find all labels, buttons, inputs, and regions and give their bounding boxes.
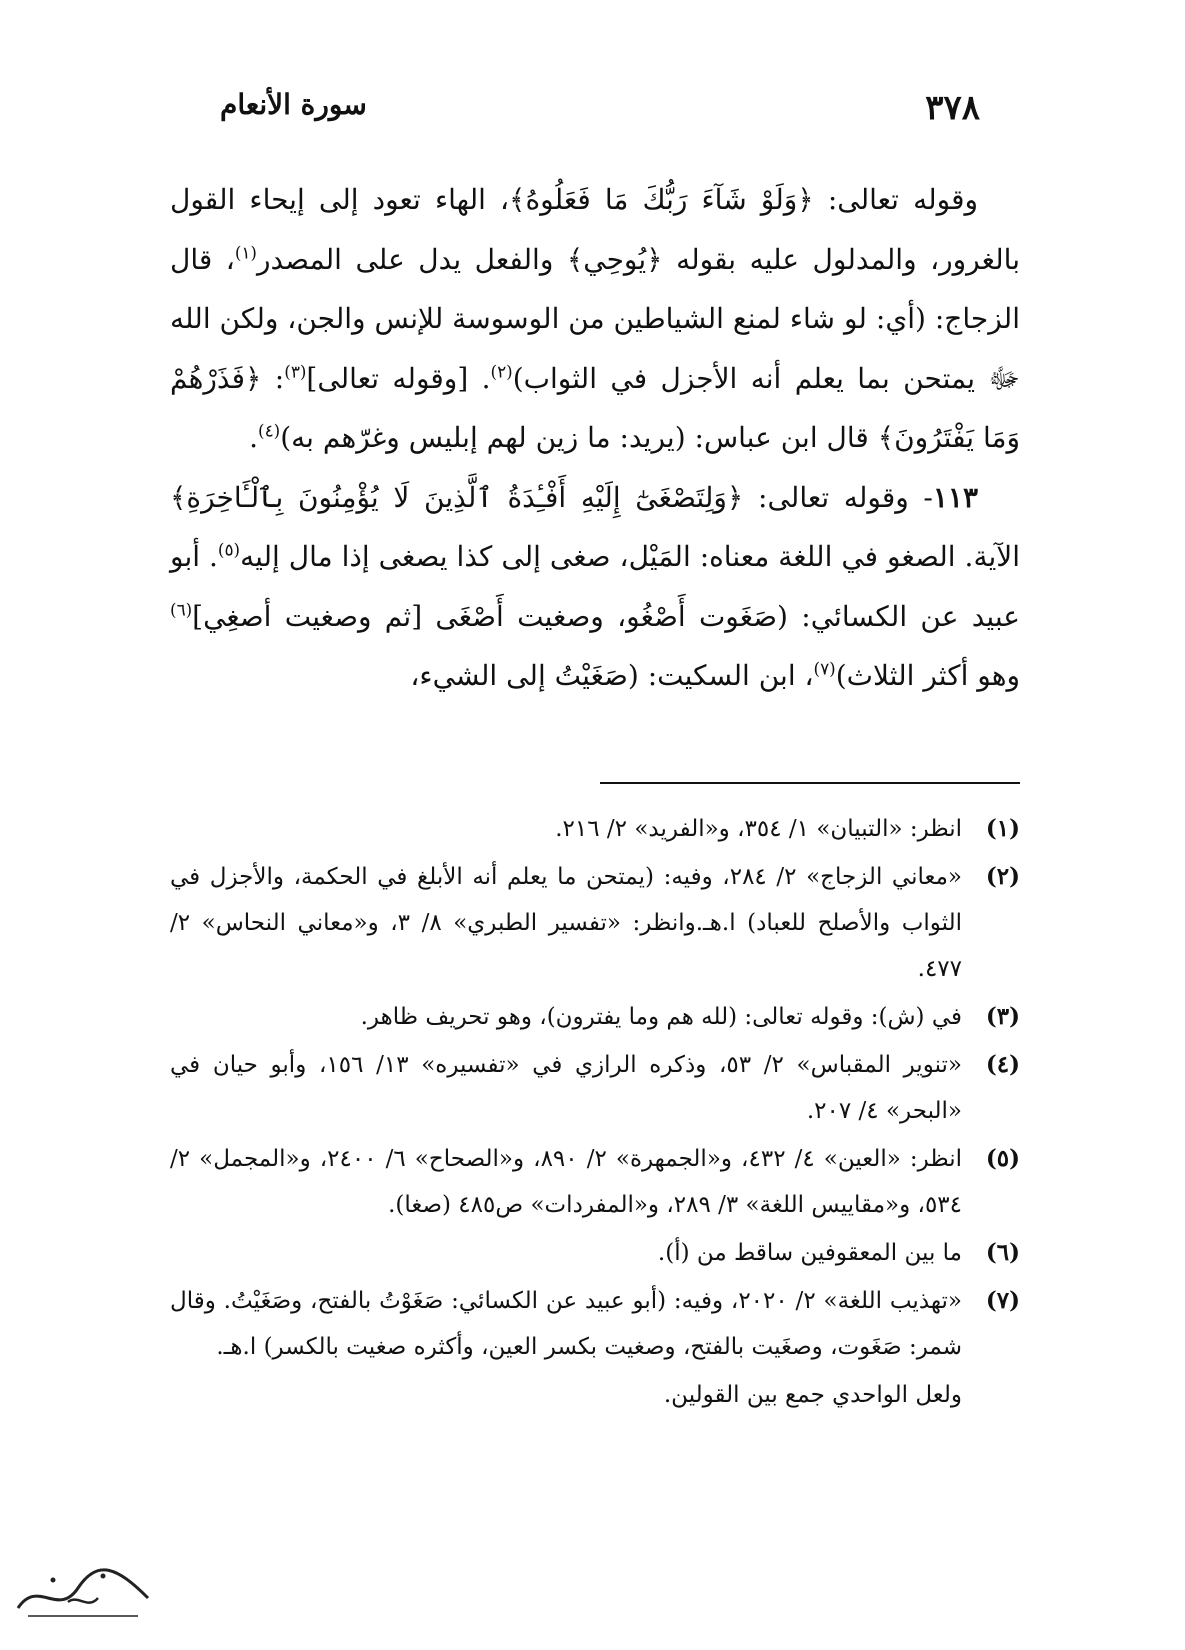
surah-title: سورة الأنعام bbox=[220, 88, 367, 121]
verse-number: ١١٣ bbox=[932, 480, 979, 514]
footnote-ref: (٥) bbox=[217, 539, 241, 560]
paragraph-2: ١١٣- وقوله تعالى: ﴿وَلِتَصْغَىٰٓ إِلَيْهِ أَفْـِٔدَةُ ٱلَّذِينَ لَا يُؤْمِنُونَ بِٱلْـَٔاخِرَةِ﴾ الآية. الصغو في اللغة معناه: المَيْل، صغى إلى كذا يصغى إذا مال إليه$^{(٥)}$. أبو عبيد عن الكسائي: (صَغَوت أَصْغُو، وصغيت أَصْغَى [ثم وصغيت أصغِي]$^{(٦)}$ وهو أكثر الثلاث)$^{(٧)}$، ابن السكيت: (صَغَيْتُ إلى الشيء، bbox=[170, 480, 1021, 692]
footnote-ref: (٤) bbox=[258, 420, 281, 441]
footnote-5 bbox=[170, 1136, 1020, 1228]
quran-quote: ﴿وَلَوْ شَآءَ رَبُّكَ مَا فَعَلُوهُ﴾ bbox=[509, 183, 814, 216]
footnote-1 bbox=[170, 806, 1020, 852]
footnote-number: (٦) bbox=[985, 1239, 1020, 1266]
quran-quote: ﴿يُوحِي﴾ bbox=[566, 242, 663, 276]
footnote-text: انظر: «العين» ٤/ ٤٣٢، و«الجمهرة» ٢/ ٨٩٠، و«الصحاح» ٦/ ٢٤٠٠، و«المجمل» ٢/ ٥٣٤، و«مقاييس اللغة» ٣/ ٢٨٩، و«المفردات» ص٤٨٥ (صغا). bbox=[170, 1146, 963, 1218]
footnote-number: (١) bbox=[985, 815, 1020, 842]
page-header bbox=[200, 82, 980, 142]
footnote-text: «معاني الزجاج» ٢/ ٢٨٤، وفيه: (يمتحن ما يعلم أنه الأبلغ في الحكمة، والأجزل في الثواب والأصلح للعباد) ا.هـ.وانظر: «تفسير الطبري» ٨/ ٣، و«معاني النحاس» ٢/ ٤٧٧. bbox=[170, 864, 963, 982]
footnote-6 bbox=[170, 1230, 1020, 1276]
footnote-number: (٧) bbox=[985, 1287, 1020, 1314]
footnote-number: (٣) bbox=[985, 1003, 1020, 1030]
footnote-text: انظر: «التبيان» ١/ ٣٥٤، و«الفريد» ٢/ ٢١٦. bbox=[555, 816, 962, 842]
main-text bbox=[170, 170, 1020, 706]
footnote-text: «تنوير المقباس» ٢/ ٥٣، وذكره الرازي في «تفسيره» ١٣/ ١٥٦، وأبو حيان في «البحر» ٤/ ٢٠٧. bbox=[170, 1052, 963, 1124]
footnote-3 bbox=[170, 994, 1020, 1040]
footnote-ref: (٧) bbox=[813, 658, 836, 679]
footnote-number: (٢) bbox=[985, 863, 1020, 890]
footnote-ref: (٦) bbox=[170, 599, 193, 620]
footnote-7 bbox=[170, 1278, 1020, 1370]
footnote-ref: (٢) bbox=[490, 361, 513, 382]
footnote-text: ما بين المعقوفين ساقط من (أ). bbox=[657, 1240, 962, 1266]
publisher-logo bbox=[8, 1558, 158, 1628]
footnote-continuation: ولعل الواحدي جمع بين القولين. bbox=[663, 1382, 962, 1408]
quran-quote: ﴿وَلِتَصْغَىٰٓ إِلَيْهِ أَفْـِٔدَةُ ٱلَّذِينَ لَا يُؤْمِنُونَ بِٱلْـَٔاخِرَةِ﴾ bbox=[170, 480, 744, 514]
footnote-number: (٤) bbox=[985, 1051, 1020, 1078]
quran-quote: ﴿فَذَرْهُمْ وَمَا يَفْتَرُونَ﴾ bbox=[170, 361, 1020, 454]
footnote-4 bbox=[170, 1042, 1020, 1134]
paragraph-1: وقوله تعالى: ﴿وَلَوْ شَآءَ رَبُّكَ مَا فَعَلُوهُ﴾، الهاء تعود إلى إيحاء القول بالغرور، والمدلول عليه بقوله ﴿يُوحِي﴾ والفعل يدل على المصدر$^{(١)}$، قال الزجاج: (أي: لو شاء لمنع الشياطين من الوسوسة للإنس والجن، ولكن الله ﷻ يمتحن بما يعلم أنه الأجزل في الثواب)$^{(٢)}$. [وقوله تعالى]$^{(٣)}$: ﴿فَذَرْهُمْ وَمَا يَفْتَرُونَ﴾ قال ابن عباس: (يريد: ما زين لهم إبليس وغرّهم به)$^{(٤)}$. bbox=[170, 183, 1021, 454]
footnotes bbox=[170, 806, 1020, 1418]
footnote-number: (٥) bbox=[985, 1145, 1020, 1172]
footnote-text: في (ش): وقوله تعالى: (لله هم وما يفترون)، وهو تحريف ظاهر. bbox=[360, 1004, 962, 1030]
footnote-2 bbox=[170, 854, 1020, 992]
footnote-ref: (١) bbox=[234, 242, 257, 263]
page-number: ٣٧٨ bbox=[925, 88, 980, 128]
footnote-divider bbox=[600, 782, 1020, 784]
footnote-ref: (٣) bbox=[284, 361, 307, 382]
footnote-text: «تهذيب اللغة» ٢/ ٢٠٢٠، وفيه: (أبو عبيد عن الكسائي: صَغَوْتُ بالفتح، وصَغَيْتُ. وقال شمر: صَغَوت، وصغَيت بالفتح، وصغيت بكسر العين، وأكثره صغيت بالكسر) ا.هـ. bbox=[170, 1288, 962, 1360]
